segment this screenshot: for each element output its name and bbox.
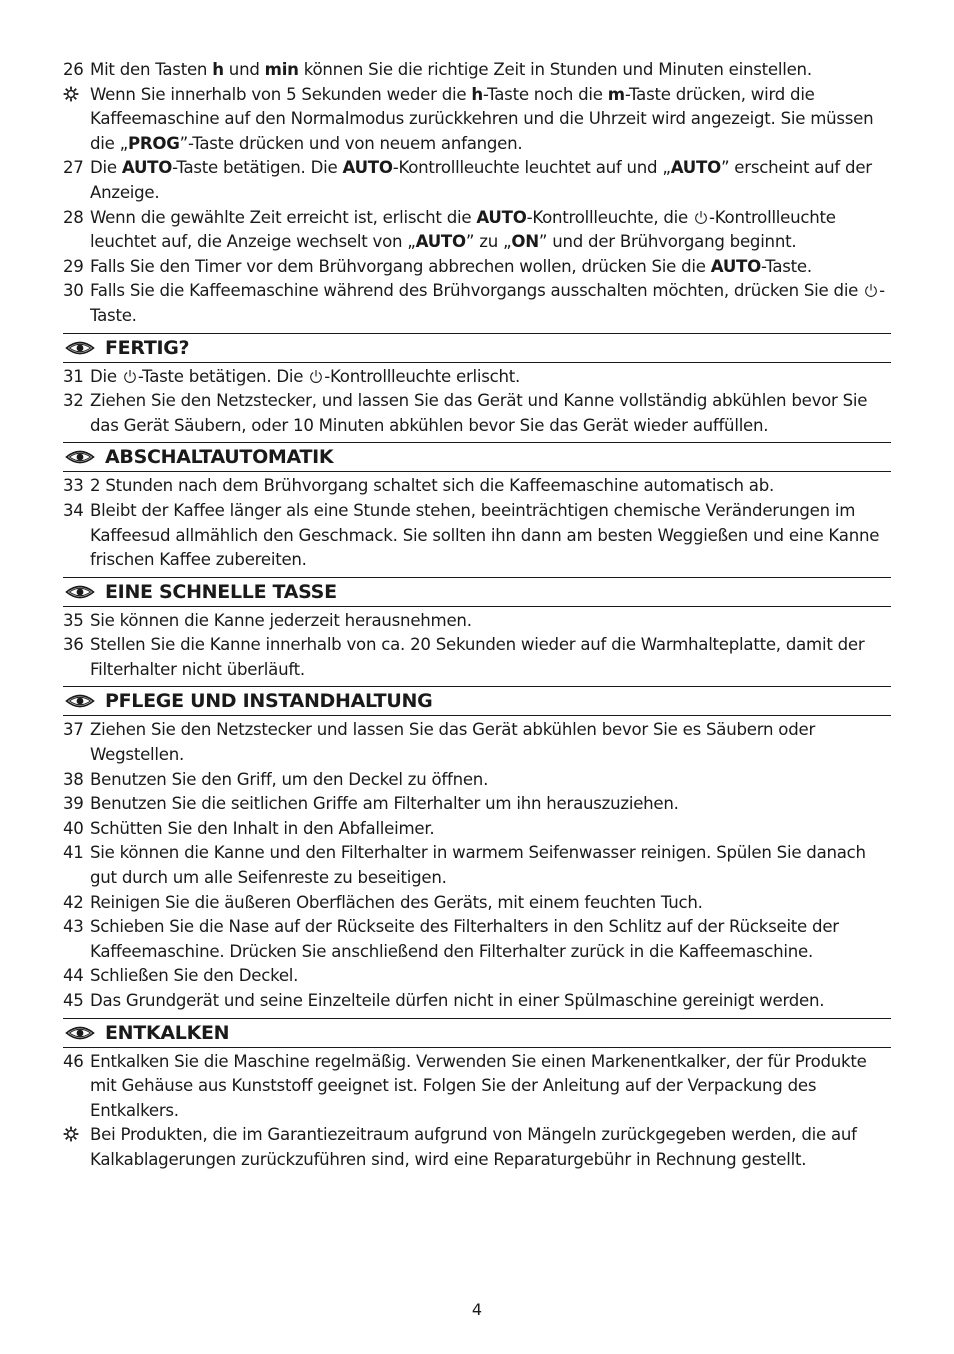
text-run: -Taste. — [90, 281, 885, 325]
list-item — [63, 1123, 891, 1172]
document-page — [63, 58, 891, 1173]
item-text — [90, 389, 891, 438]
section-heading — [63, 333, 891, 363]
sun-icon — [63, 1126, 79, 1142]
text-run: Reinigen Sie die äußeren Oberflächen des Geräts, mit einem feuchten Tuch. — [90, 892, 703, 912]
item-text — [90, 206, 891, 255]
text-run: Entkalken Sie die Maschine regelmäßig. Verwenden Sie einen Markenentkalker, der für Produkte mit Gehäuse aus Kunststoff geeignet ist. Folgen Sie der Anleitung auf der Verpackung des Entkalkers. — [90, 1051, 867, 1120]
section — [63, 333, 891, 439]
key-label: PROG — [127, 133, 180, 153]
section-heading — [63, 442, 891, 472]
item-text — [90, 964, 891, 989]
list-item — [63, 964, 891, 989]
page-number: 4 — [471, 1300, 483, 1319]
section — [63, 442, 891, 572]
item-text — [90, 841, 891, 890]
list-item — [63, 499, 891, 573]
sun-icon — [63, 86, 79, 102]
text-run: Schütten Sie den Inhalt in den Abfalleimer. — [90, 818, 435, 838]
item-text — [90, 1050, 891, 1124]
text-run: können Sie die richtige Zeit in Stunden und Minuten einstellen. — [298, 60, 812, 79]
text-run: ” zu „ — [465, 232, 512, 252]
text-run: ”-Taste drücken und von neuem anfangen. — [179, 133, 523, 153]
section-title: ABSCHALTAUTOMATIK — [105, 446, 334, 469]
text-run: Wenn die gewählte Zeit erreicht ist, erlischt die — [90, 207, 477, 227]
item-number: 29 — [63, 256, 84, 276]
section-heading — [63, 1018, 891, 1048]
key-label: h — [212, 60, 224, 79]
item-text — [90, 83, 891, 157]
item-text — [90, 792, 891, 817]
list-item — [63, 1050, 891, 1124]
list-item — [63, 989, 891, 1014]
text-run: ” erscheint auf der Anzeige. — [90, 158, 872, 202]
instruction-list-timer — [63, 58, 891, 329]
text-run: Benutzen Sie die seitlichen Griffe am Filterhalter um ihn herauszuziehen. — [90, 794, 679, 814]
text-run: Sie können die Kanne jederzeit herausnehmen. — [90, 610, 472, 630]
list-item — [63, 389, 891, 438]
text-run: -Taste drücken, wird die Kaffeemaschine auf den Normalmodus zurückkehren und die Uhrzeit wird angezeigt. Sie müssen die „ — [90, 84, 874, 153]
text-run: Die — [90, 366, 122, 386]
section — [63, 577, 891, 683]
section-heading — [63, 686, 891, 716]
note-marker — [63, 83, 90, 157]
item-number: 38 — [63, 769, 84, 789]
item-text — [90, 718, 891, 767]
list-item — [63, 279, 891, 328]
text-run: -Kontrollleuchte leuchtet auf und „ — [392, 158, 671, 178]
text-run: Sie können die Kanne und den Filterhalter in warmem Seifenwasser reinigen. Spülen Sie danach gut durch um alle Seifenreste zu beseitigen. — [90, 843, 866, 888]
list-item — [63, 891, 891, 916]
item-number: 46 — [63, 1051, 84, 1071]
list-item — [63, 609, 891, 634]
item-number: 44 — [63, 966, 84, 986]
item-number: 42 — [63, 892, 84, 912]
list-item — [63, 915, 891, 964]
text-run: -Kontrollleuchte erlischt. — [324, 366, 521, 386]
item-number: 39 — [63, 794, 84, 814]
item-text — [90, 58, 891, 83]
section-title: EINE SCHNELLE TASSE — [105, 580, 337, 603]
item-text — [90, 989, 891, 1014]
key-label: AUTO — [710, 256, 761, 276]
item-text — [90, 365, 891, 390]
text-run: Mit den Tasten — [90, 60, 213, 79]
item-text — [90, 156, 891, 205]
item-text — [90, 255, 891, 280]
list-item — [63, 792, 891, 817]
text-run: -Taste betätigen. Die — [172, 158, 343, 178]
item-number: 41 — [63, 843, 84, 863]
text-run: Die — [90, 158, 122, 178]
key-label: AUTO — [670, 158, 721, 178]
text-run: Bleibt der Kaffee länger als eine Stunde stehen, beeinträchtigen chemische Veränderungen im Kaffeesud allmählich den Geschmack. Sie sollten ihn dann am besten Weggießen und eine Kanne frischen Kaffee zubereiten. — [90, 500, 880, 570]
text-run: Benutzen Sie den Griff, um den Deckel zu öffnen. — [90, 769, 489, 789]
item-text — [90, 768, 891, 793]
item-number: 30 — [63, 281, 84, 301]
text-run: und — [223, 60, 265, 79]
list-item — [63, 718, 891, 767]
text-run: -Kontrollleuchte leuchtet auf, die Anzeige wechselt von „ — [90, 207, 836, 252]
text-run: -Taste. — [760, 256, 812, 276]
list-item — [63, 156, 891, 205]
key-label: AUTO — [121, 158, 173, 178]
text-run: -Taste betätigen. Die — [137, 366, 309, 386]
item-number: 33 — [63, 476, 84, 496]
text-run: Falls Sie den Timer vor dem Brühvorgang abbrechen wollen, drücken Sie die — [90, 256, 711, 276]
list-item — [63, 841, 891, 890]
power-icon — [309, 369, 323, 384]
section — [63, 1018, 891, 1173]
item-number: 40 — [63, 818, 84, 838]
key-label: min — [264, 60, 299, 79]
eye-icon — [65, 449, 95, 465]
section-title: ENTKALKEN — [105, 1021, 230, 1044]
text-run: Wenn Sie innerhalb von 5 Sekunden weder die — [90, 84, 472, 104]
item-number: 45 — [63, 991, 84, 1010]
item-text — [90, 474, 891, 499]
key-label: ON — [511, 232, 539, 252]
text-run: -Taste noch die — [482, 84, 608, 104]
item-text — [90, 1123, 891, 1172]
list-item — [63, 365, 891, 390]
eye-icon — [65, 584, 95, 600]
power-icon — [864, 283, 878, 298]
text-run: Ziehen Sie den Netzstecker und lassen Sie das Gerät abkühlen bevor Sie es Säubern oder Wegstellen. — [90, 720, 816, 765]
text-run: Stellen Sie die Kanne innerhalb von ca. 20 Sekunden wieder auf die Warmhalteplatte, damit der Filterhalter nicht überläuft. — [90, 635, 865, 679]
key-label: AUTO — [476, 207, 527, 227]
item-text — [90, 499, 891, 573]
text-run: Bei Produkten, die im Garantiezeitraum aufgrund von Mängeln zurückgegeben werden, die auf Kalkablagerungen zurückzuführen sind, wird eine Reparaturgebühr in Rechnung gestellt. — [90, 1125, 857, 1169]
section — [63, 686, 891, 1013]
item-number: 28 — [63, 207, 84, 227]
item-number: 36 — [63, 635, 84, 655]
item-text — [90, 915, 891, 964]
list-item — [63, 206, 891, 255]
list-item — [63, 817, 891, 842]
item-number: 35 — [63, 610, 84, 630]
item-number: 31 — [63, 366, 84, 386]
text-run: Schieben Sie die Nase auf der Rückseite des Filterhalters in den Schlitz auf der Rückseite der Kaffeemaschine. Drücken Sie anschließend den Filterhalter zurück in die Kaffeemaschine. — [90, 917, 839, 961]
text-run: -Kontrollleuchte, die — [526, 207, 693, 227]
list-item — [63, 58, 891, 83]
key-label: h — [471, 84, 483, 104]
item-number: 34 — [63, 500, 84, 520]
text-run: 2 Stunden nach dem Brühvorgang schaltet sich die Kaffeemaschine automatisch ab. — [90, 476, 775, 496]
power-icon — [123, 369, 137, 384]
item-number: 37 — [63, 720, 84, 740]
item-number: 27 — [63, 158, 84, 178]
text-run: Das Grundgerät und seine Einzelteile dürfen nicht in einer Spülmaschine gereinigt werden. — [90, 991, 825, 1010]
text-run: Falls Sie die Kaffeemaschine während des Brühvorgangs ausschalten möchten, drücken Sie die — [90, 281, 864, 301]
item-text — [90, 609, 891, 634]
text-run: Schließen Sie den Deckel. — [90, 966, 299, 986]
item-text — [90, 817, 891, 842]
section-heading — [63, 577, 891, 607]
item-number: 26 — [63, 60, 84, 79]
section-title: PFLEGE UND INSTANDHALTUNG — [105, 690, 433, 713]
list-item — [63, 474, 891, 499]
item-text — [90, 633, 891, 682]
eye-icon — [65, 340, 95, 356]
item-number: 32 — [63, 391, 84, 411]
list-item — [63, 255, 891, 280]
item-number: 43 — [63, 917, 84, 937]
key-label: AUTO — [415, 232, 466, 252]
sections-container — [63, 333, 891, 1173]
note-marker — [63, 1123, 90, 1172]
key-label: m — [607, 84, 625, 104]
item-text — [90, 891, 891, 916]
power-icon — [694, 210, 708, 225]
list-item — [63, 83, 891, 157]
text-run: Ziehen Sie den Netzstecker, und lassen Sie das Gerät und Kanne vollständig abkühlen bevor Sie das Gerät Säubern, oder 10 Minuten abkühlen bevor Sie das Gerät wieder auffüllen. — [90, 391, 868, 435]
section-title: FERTIG? — [105, 336, 190, 359]
eye-icon — [65, 693, 95, 709]
eye-icon — [65, 1025, 95, 1041]
list-item — [63, 633, 891, 682]
text-run: ” und der Brühvorgang beginnt. — [538, 232, 797, 252]
key-label: AUTO — [342, 158, 393, 178]
list-item — [63, 768, 891, 793]
item-text — [90, 279, 891, 328]
